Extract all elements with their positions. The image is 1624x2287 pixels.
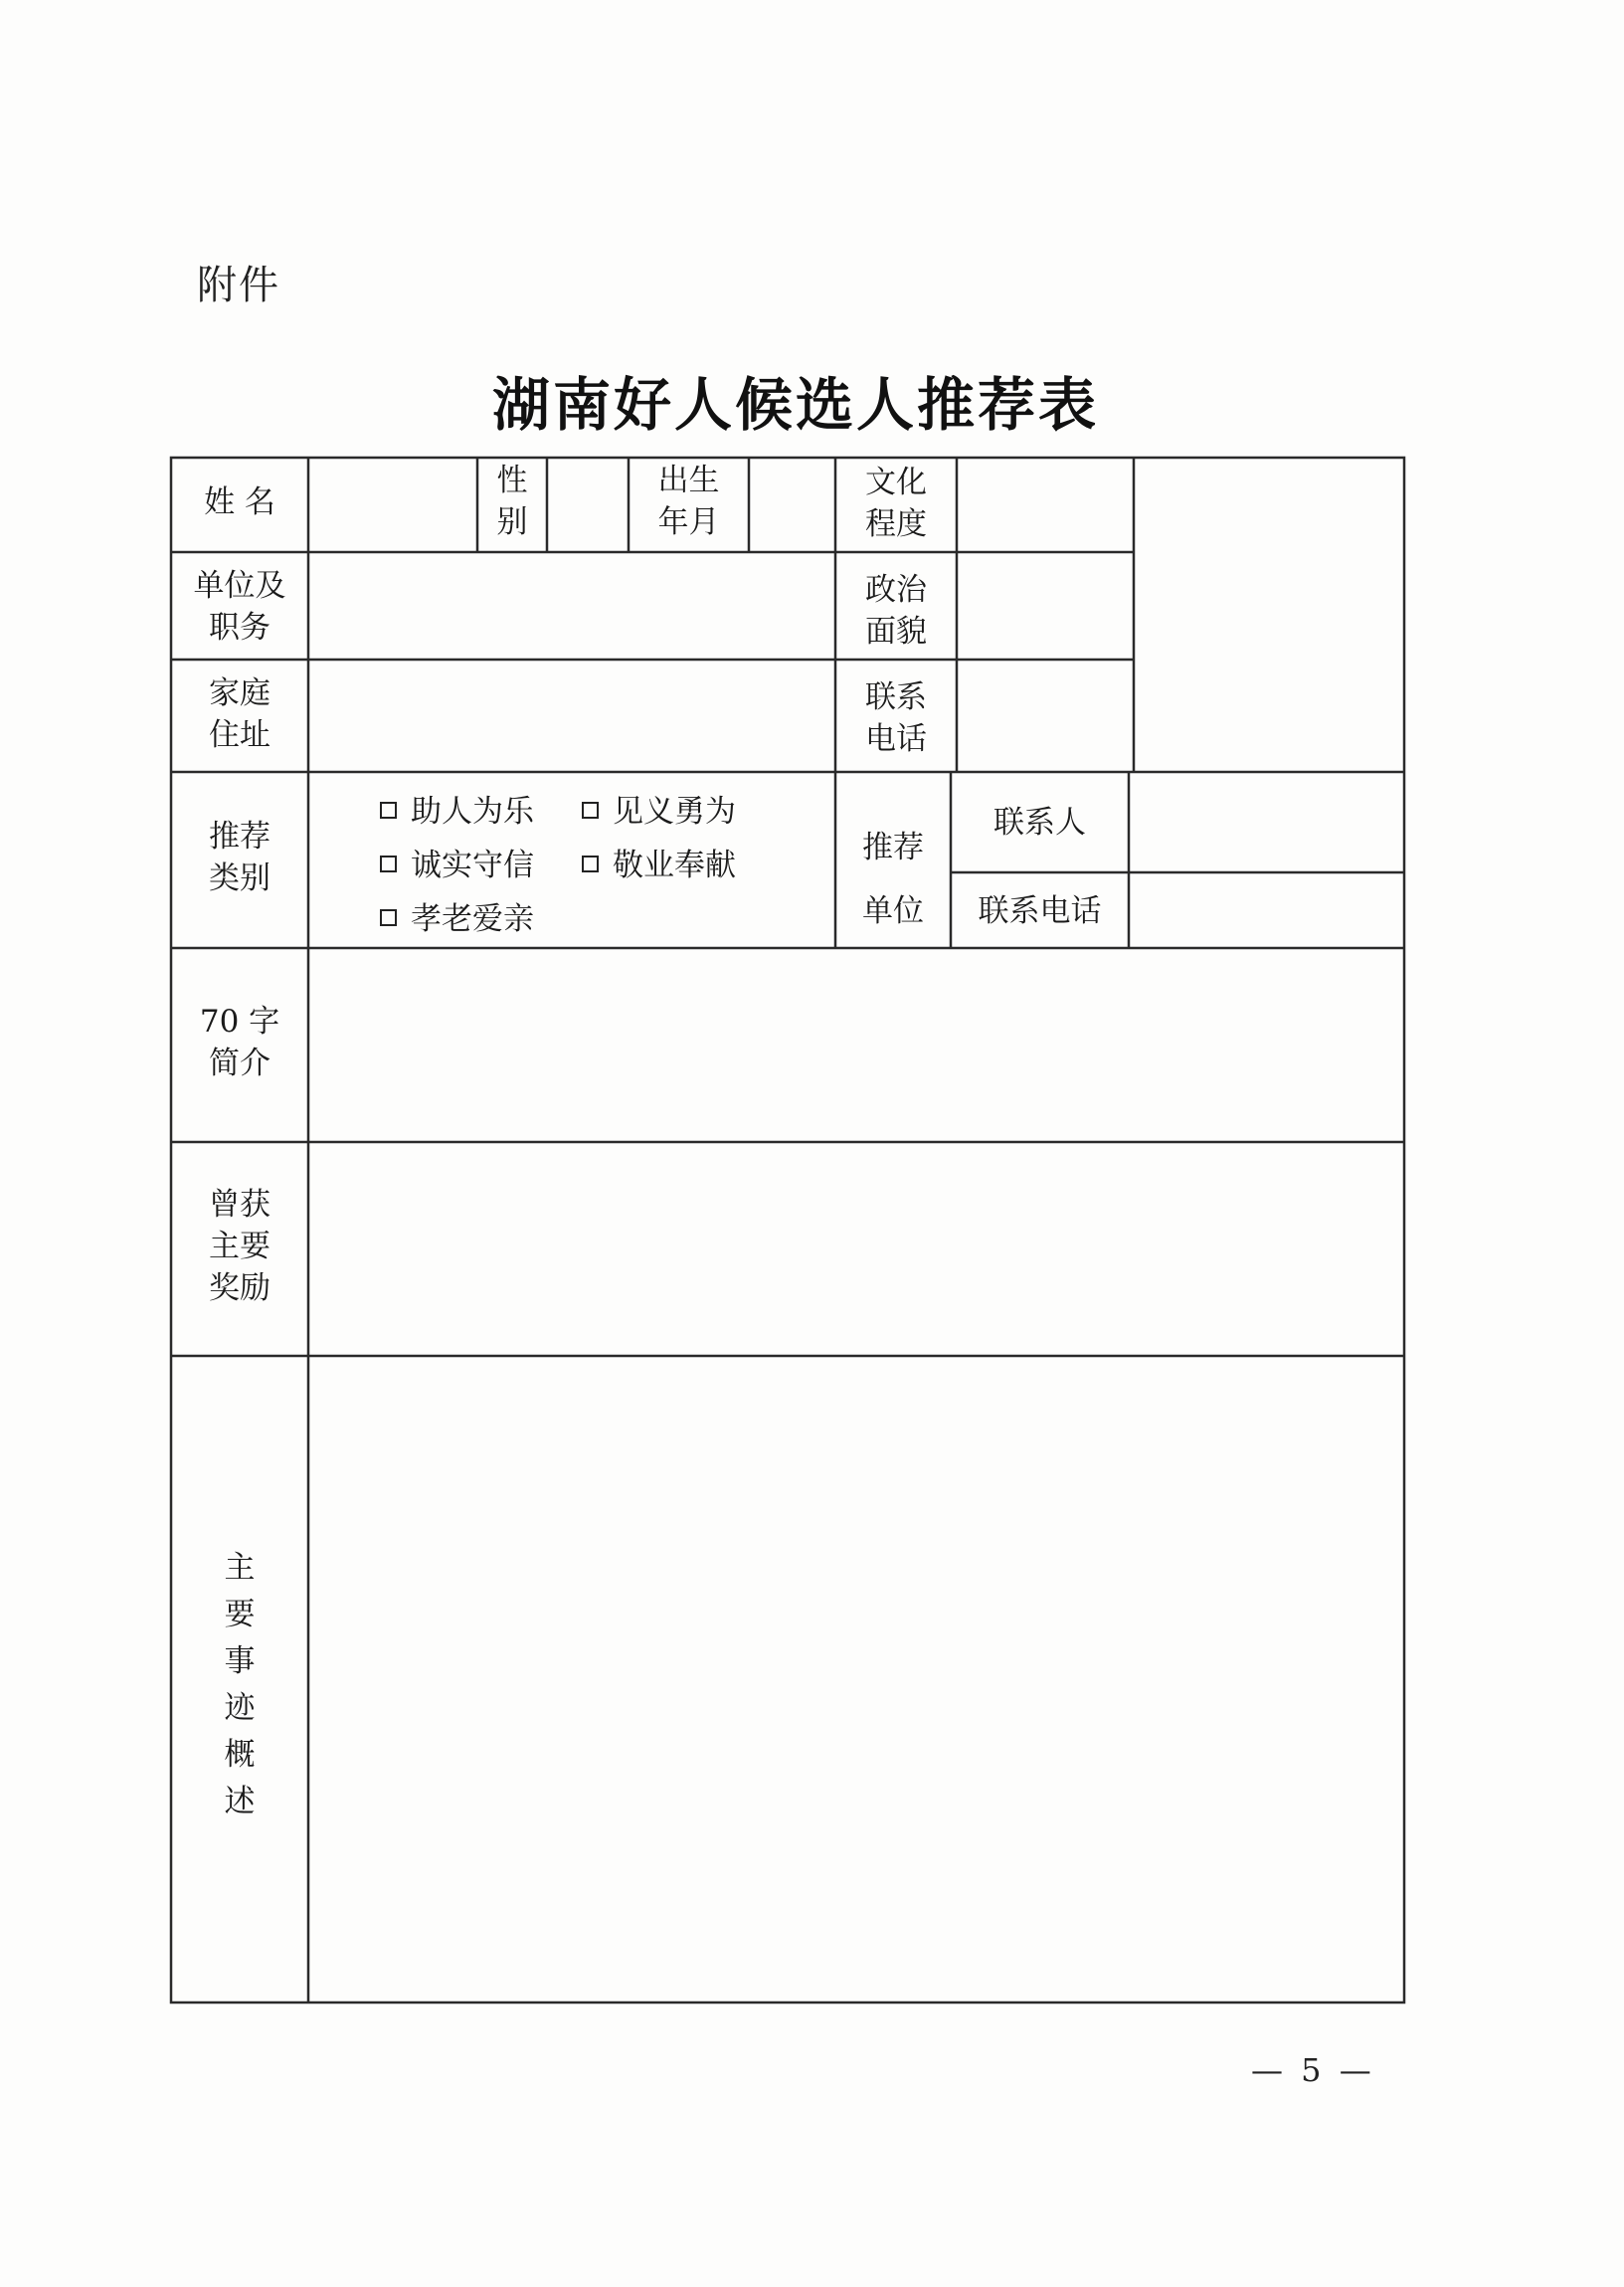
category-option-dedication[interactable]: 敬业奉献 [582, 846, 736, 885]
photo-area[interactable] [1136, 460, 1402, 770]
work-unit-field[interactable] [310, 554, 833, 658]
gender-field[interactable] [549, 460, 627, 550]
checkbox[interactable] [380, 856, 397, 872]
recommendation-form [169, 456, 1407, 2005]
checkbox[interactable] [380, 909, 397, 926]
gender-label: 性 别 [496, 463, 528, 540]
birth-date-field[interactable] [751, 460, 833, 550]
checkbox[interactable] [582, 856, 599, 872]
recommender-unit-label: 推荐 单位 [862, 830, 924, 929]
education-label: 文化 程度 [865, 465, 927, 542]
contact-person-label: 联系人 [993, 805, 1086, 841]
birth-date-label: 出生 年月 [657, 463, 720, 540]
home-address-label: 家庭 住址 [209, 675, 271, 753]
name-field[interactable] [310, 460, 475, 550]
home-address-field[interactable] [310, 662, 833, 770]
main-deeds-label: 主 要 事 迹 概 述 [224, 1550, 256, 1819]
awards-field[interactable] [310, 1144, 1402, 1354]
contact-person-field[interactable] [1131, 774, 1402, 870]
political-status-field[interactable] [959, 554, 1132, 658]
intro-label: 70 字 简介 [199, 1004, 280, 1081]
political-status-label: 政治 面貌 [865, 572, 927, 650]
category-option-honesty[interactable]: 诚实守信 [380, 846, 534, 885]
phone-field[interactable] [959, 662, 1132, 770]
name-label: 姓 名 [204, 484, 275, 520]
category-option-bravery[interactable]: 见义勇为 [582, 792, 736, 832]
education-field[interactable] [959, 460, 1132, 550]
work-unit-label: 单位及 职务 [193, 568, 286, 646]
intro-field[interactable] [310, 950, 1402, 1140]
checkbox[interactable] [380, 802, 397, 819]
contact-phone-field[interactable] [1131, 874, 1402, 946]
contact-phone-label: 联系电话 [978, 893, 1102, 929]
form-title: 湖南好人候选人推荐表 [491, 371, 1099, 439]
phone-label: 联系 电话 [865, 679, 927, 757]
category-option-helping[interactable]: 助人为乐 [380, 792, 534, 832]
page-number: — 5 — [1251, 2051, 1375, 2089]
category-option-filial-piety[interactable]: 孝老爱亲 [380, 899, 534, 939]
checkbox[interactable] [582, 802, 599, 819]
main-deeds-field[interactable] [310, 1358, 1402, 2001]
attachment-label: 附件 [197, 263, 280, 308]
awards-label: 曾获 主要 奖励 [209, 1187, 271, 1306]
category-label: 推荐 类别 [209, 819, 271, 896]
